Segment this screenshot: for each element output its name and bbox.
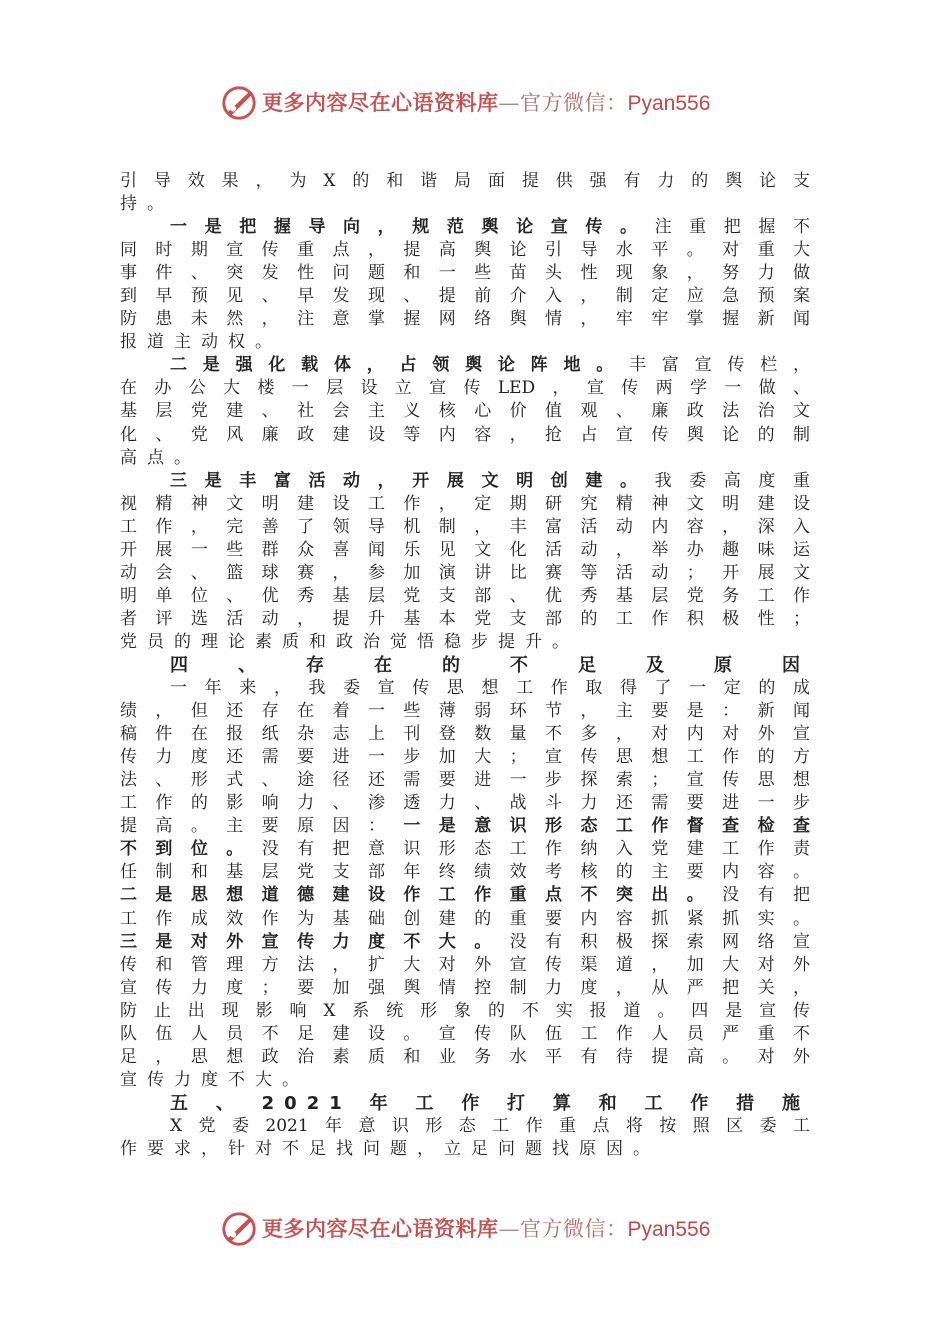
- text-segment: 没有积极探索网络宣: [509, 931, 810, 952]
- text-segment: 防止出现影响X系统形象的不实报道。四是宣传: [120, 1000, 810, 1021]
- text-segment: 党员的理论素质和政治觉悟稳步提升。: [120, 631, 579, 652]
- text-segment: 事件、突发性问题和一些苗头性现象，努力做: [120, 263, 810, 284]
- watermark-text: [262, 1214, 710, 1245]
- text-line: [120, 493, 810, 516]
- text-line: [120, 239, 810, 262]
- text-segment: 到早预见、早发现、提前介入，制定应急预案: [120, 286, 810, 307]
- text-segment: 四、存在的不足及原因: [170, 654, 810, 676]
- text-segment: 工作，完善了领导机制，丰富活动内容，深入: [120, 516, 810, 537]
- text-line: [120, 285, 810, 308]
- watermark-text: [262, 88, 710, 119]
- text-line: [120, 308, 810, 331]
- text-line: [120, 723, 810, 746]
- document-body: [120, 170, 810, 1161]
- text-line: [120, 516, 810, 539]
- text-line: [120, 539, 810, 562]
- watermark-separator: —: [498, 1217, 520, 1241]
- bold-text-segment: 一是把握导向，规范舆论宣传。: [170, 217, 655, 238]
- text-segment: 足，思想政治素质和业务水平有待提高。对外: [120, 1046, 810, 1067]
- text-line: [120, 1046, 810, 1069]
- watermark-handle: Pyan556: [627, 1218, 711, 1241]
- text-segment: 稿件在报纸杂志上刊登数量不多，对内对外宣: [120, 724, 810, 745]
- bold-text-segment: 一是意识形态工作督查检查: [403, 816, 810, 837]
- text-line: [120, 1115, 810, 1138]
- text-segment: 宣传力度不大。: [120, 1069, 309, 1090]
- text-segment: 法、形式、途径还需要进一步探索；宣传思想: [120, 770, 810, 791]
- text-line: [120, 262, 810, 285]
- text-line: [120, 1000, 810, 1023]
- text-line: [120, 677, 810, 700]
- text-line: [120, 977, 810, 1000]
- text-segment: 工作的影响力、渗透力、战斗力还需要进一步: [120, 793, 810, 814]
- text-segment: 者评选活动，提升基本党支部的工作积极性；: [120, 608, 810, 629]
- text-segment: 高点。: [120, 447, 201, 468]
- text-segment: X党委2021年意识形态工作重点将按照区委工: [170, 1115, 810, 1136]
- section-heading: [120, 1092, 810, 1115]
- text-line: [120, 585, 810, 608]
- text-segment: 基层党建、社会主义核心价值观、廉政法治文: [120, 401, 810, 422]
- text-segment: 持。: [120, 194, 174, 215]
- text-segment: 队伍人员不足建设。宣传队伍工作人员严重不: [120, 1023, 810, 1044]
- text-segment: 没有把意识形态工作纳入党建工作责: [261, 839, 810, 860]
- text-segment: 在办公大楼一层设立宣传LED，宣传两学一做、: [120, 378, 810, 399]
- bold-text-segment: 三是丰富活动，开展文明创建。: [170, 470, 655, 491]
- text-line: [120, 216, 810, 239]
- text-segment: 防患未然，注意掌握网络舆情，牢牢掌握新闻: [120, 309, 810, 330]
- text-segment: 开展一些群众喜闻乐见文化活动，举办趣味运: [120, 539, 810, 560]
- text-segment: 宣传力度；要加强舆情控制力度，从严把关，: [120, 977, 810, 998]
- text-segment: 报道主动权。: [120, 332, 282, 353]
- text-line: [120, 170, 810, 193]
- text-segment: 我委高度重: [654, 470, 810, 491]
- text-line: [120, 400, 810, 423]
- watermark-label: 官方微信：: [520, 1217, 628, 1241]
- text-segment: 引导效果，为X的和谐局面提供强有力的舆论支: [120, 171, 810, 191]
- watermark-label: 官方微信：: [520, 91, 628, 115]
- text-segment: 提高。主要原因：: [120, 816, 404, 837]
- text-line: [120, 931, 810, 954]
- text-line: [120, 792, 810, 815]
- watermark-banner-bottom: [0, 1208, 950, 1252]
- text-line: [120, 861, 810, 884]
- text-segment: 动会、篮球赛，参加演讲比赛等活动；开展文: [120, 562, 810, 583]
- text-segment: 没有把: [722, 885, 810, 906]
- text-line: [120, 470, 810, 493]
- text-line: [120, 1023, 810, 1046]
- text-segment: 绩，但还存在着一些薄弱环节，主要是：新闻: [120, 701, 810, 722]
- pen-nib-logo-icon: [220, 1210, 258, 1248]
- text-line: [120, 769, 810, 792]
- bold-text-segment: 二是思想道德建设作工作重点不突出。: [120, 885, 723, 906]
- text-segment: 一年来，我委宣传思想工作取得了一定的成: [170, 678, 810, 699]
- watermark-brand: 更多内容尽在心语资料库: [262, 1216, 499, 1241]
- watermark-separator: —: [498, 91, 520, 115]
- bold-text-segment: 三是对外宣传力度不大。: [120, 931, 510, 952]
- text-line: [120, 562, 810, 585]
- text-segment: 丰富宣传栏，: [629, 355, 810, 376]
- pen-nib-logo-icon: [220, 84, 258, 122]
- text-segment: 五、2021年工作打算和工作措施: [170, 1092, 810, 1114]
- text-line: [120, 377, 810, 400]
- watermark-handle: Pyan556: [627, 92, 711, 115]
- text-line: [120, 746, 810, 769]
- text-line: [120, 354, 810, 377]
- text-line: [120, 815, 810, 838]
- text-line: [120, 424, 810, 447]
- text-line: [120, 700, 810, 723]
- text-segment: 化、党风廉政建设等内容，抢占宣传舆论的制: [120, 424, 810, 445]
- text-segment: 注重把握不: [654, 217, 810, 238]
- bold-text-segment: 不到位。: [120, 839, 262, 860]
- text-line: [120, 331, 810, 354]
- watermark-brand: 更多内容尽在心语资料库: [262, 90, 499, 115]
- bold-text-segment: 二是强化载体，占领舆论阵地。: [170, 355, 630, 376]
- text-segment: 工作成效作为基础创建的重要内容抓紧抓实。: [120, 908, 810, 929]
- text-segment: 明单位、优秀基层党支部、优秀基层党务工作: [120, 585, 810, 606]
- text-line: [120, 447, 810, 470]
- text-segment: 传力度还需要进一步加大；宣传思想工作的方: [120, 747, 810, 768]
- text-line: [120, 884, 810, 907]
- text-segment: 同时期宣传重点，提高舆论引导水平。对重大: [120, 240, 810, 261]
- text-line: [120, 631, 810, 654]
- text-line: [120, 838, 810, 861]
- text-segment: 作要求，针对不足找问题，立足问题找原因。: [120, 1138, 660, 1159]
- text-line: [120, 608, 810, 631]
- text-line: [120, 1069, 810, 1092]
- section-heading: [120, 654, 810, 677]
- text-line: [120, 1138, 810, 1161]
- text-segment: 传和管理方法，扩大对外宣传渠道，加大对外: [120, 954, 810, 975]
- text-line: [120, 954, 810, 977]
- text-line: [120, 908, 810, 931]
- watermark-banner-top: [0, 82, 950, 126]
- text-segment: 任制和基层党支部年终绩效考核的主要内容。: [120, 862, 810, 883]
- text-segment: 视精神文明建设工作，定期研究精神文明建设: [120, 493, 810, 514]
- text-line: [120, 193, 810, 216]
